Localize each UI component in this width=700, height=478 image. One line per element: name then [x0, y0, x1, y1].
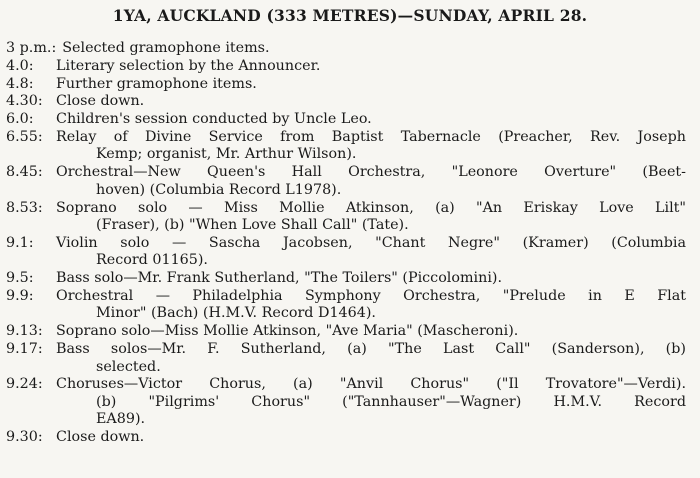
entry-line: Soprano solo—Miss Mollie Atkinson, "Ave Maria" (Mascheroni). [56, 323, 519, 340]
entry-line: hoven) (Columbia Record L1978). [96, 181, 342, 198]
programme-entry [6, 288, 686, 323]
entry-text [56, 429, 686, 447]
entry-line: Relay of Divine Service from Baptist Tabernacle (Preacher, Rev. Joseph [56, 128, 686, 145]
entry-time: 9.13: [6, 323, 43, 340]
entry-line: Literary selection by the Announcer. [56, 57, 321, 74]
entry-time: 6.0: [6, 111, 34, 128]
programme-entry [6, 200, 686, 235]
programme-entry [6, 76, 686, 94]
entry-time: 4.8: [6, 75, 34, 92]
entry-text [56, 164, 686, 199]
entry-line: Further gramophone items. [56, 75, 257, 92]
entry-text [56, 129, 686, 164]
entry-time: 9.5: [6, 270, 34, 287]
programme-entry [6, 341, 686, 376]
programme-entry [6, 40, 686, 58]
entry-time: 9.30: [6, 429, 43, 446]
entry-line: Bass solos—Mr. F. Sutherland, (a) "The Last Call" (Sanderson), (b) [56, 341, 686, 358]
entry-text [56, 76, 686, 94]
entry-line: Orchestral — Philadelphia Symphony Orchestra, "Prelude in E Flat [56, 287, 686, 304]
entry-text [56, 270, 686, 288]
programme-entry [6, 93, 686, 111]
entry-line: Choruses—Victor Chorus, (a) "Anvil Chorus" ("Il Trovatore"—Verdi). [56, 376, 686, 393]
entry-time: 9.1: [6, 234, 34, 251]
entry-line: (Fraser), (b) "When Love Shall Call" (Tate). [96, 217, 409, 234]
entry-line: Record 01165). [96, 252, 208, 269]
entry-text [56, 58, 686, 76]
entry-line: Orchestral—New Queen's Hall Orchestra, "Leonore Overture" (Beet- [56, 164, 686, 181]
entry-line: (b) "Pilgrims' Chorus" ("Tannhauser"—Wagner) H.M.V. Record [96, 393, 686, 410]
entry-time: 4.0: [6, 57, 34, 74]
programme-entry [6, 235, 686, 270]
entry-time: 3 p.m.: [6, 40, 57, 56]
entry-time: 9.17: [6, 341, 43, 358]
entry-line: EA89). [96, 411, 146, 428]
entry-time: 8.53: [6, 199, 43, 216]
entry-line: selected. [96, 358, 161, 375]
programme-entry [6, 376, 686, 429]
entry-text [56, 323, 686, 341]
programme-entry [6, 323, 686, 341]
entry-line: Soprano solo — Miss Mollie Atkinson, (a) "An Eriskay Love Lilt" [56, 199, 686, 216]
entry-line: Selected gramophone items. [62, 40, 270, 56]
entry-text [56, 288, 686, 323]
entry-text [62, 40, 686, 58]
entry-text [56, 93, 686, 111]
programme-list [6, 40, 686, 447]
programme-entry [6, 129, 686, 164]
entry-line: Close down. [56, 429, 145, 446]
entry-line: Kemp; organist, Mr. Arthur Wilson). [96, 146, 357, 163]
entry-time: 6.55: [6, 128, 43, 145]
entry-line: Violin solo — Sascha Jacobsen, "Chant Negre" (Kramer) (Columbia [56, 234, 686, 251]
entry-time: 4.30: [6, 93, 43, 110]
programme-entry [6, 58, 686, 76]
page-title: 1YA, AUCKLAND (333 METRES)—SUNDAY, APRIL 28. [112, 6, 588, 25]
programme-entry [6, 111, 686, 129]
entry-time: 8.45: [6, 164, 43, 181]
entry-line: Bass solo—Mr. Frank Sutherland, "The Toilers" (Piccolomini). [56, 270, 503, 287]
entry-time: 9.9: [6, 287, 34, 304]
entry-time: 9.24: [6, 376, 43, 393]
entry-line: Close down. [56, 93, 145, 110]
entry-text [56, 111, 686, 129]
entry-text [56, 341, 686, 376]
programme-entry [6, 429, 686, 447]
entry-text [56, 200, 686, 235]
entry-line: Minor" (Bach) (H.M.V. Record D1464). [96, 305, 376, 322]
programme-entry [6, 270, 686, 288]
programme-entry [6, 164, 686, 199]
entry-text [56, 376, 686, 429]
entry-text [56, 235, 686, 270]
entry-line: Children's session conducted by Uncle Leo. [56, 111, 372, 128]
